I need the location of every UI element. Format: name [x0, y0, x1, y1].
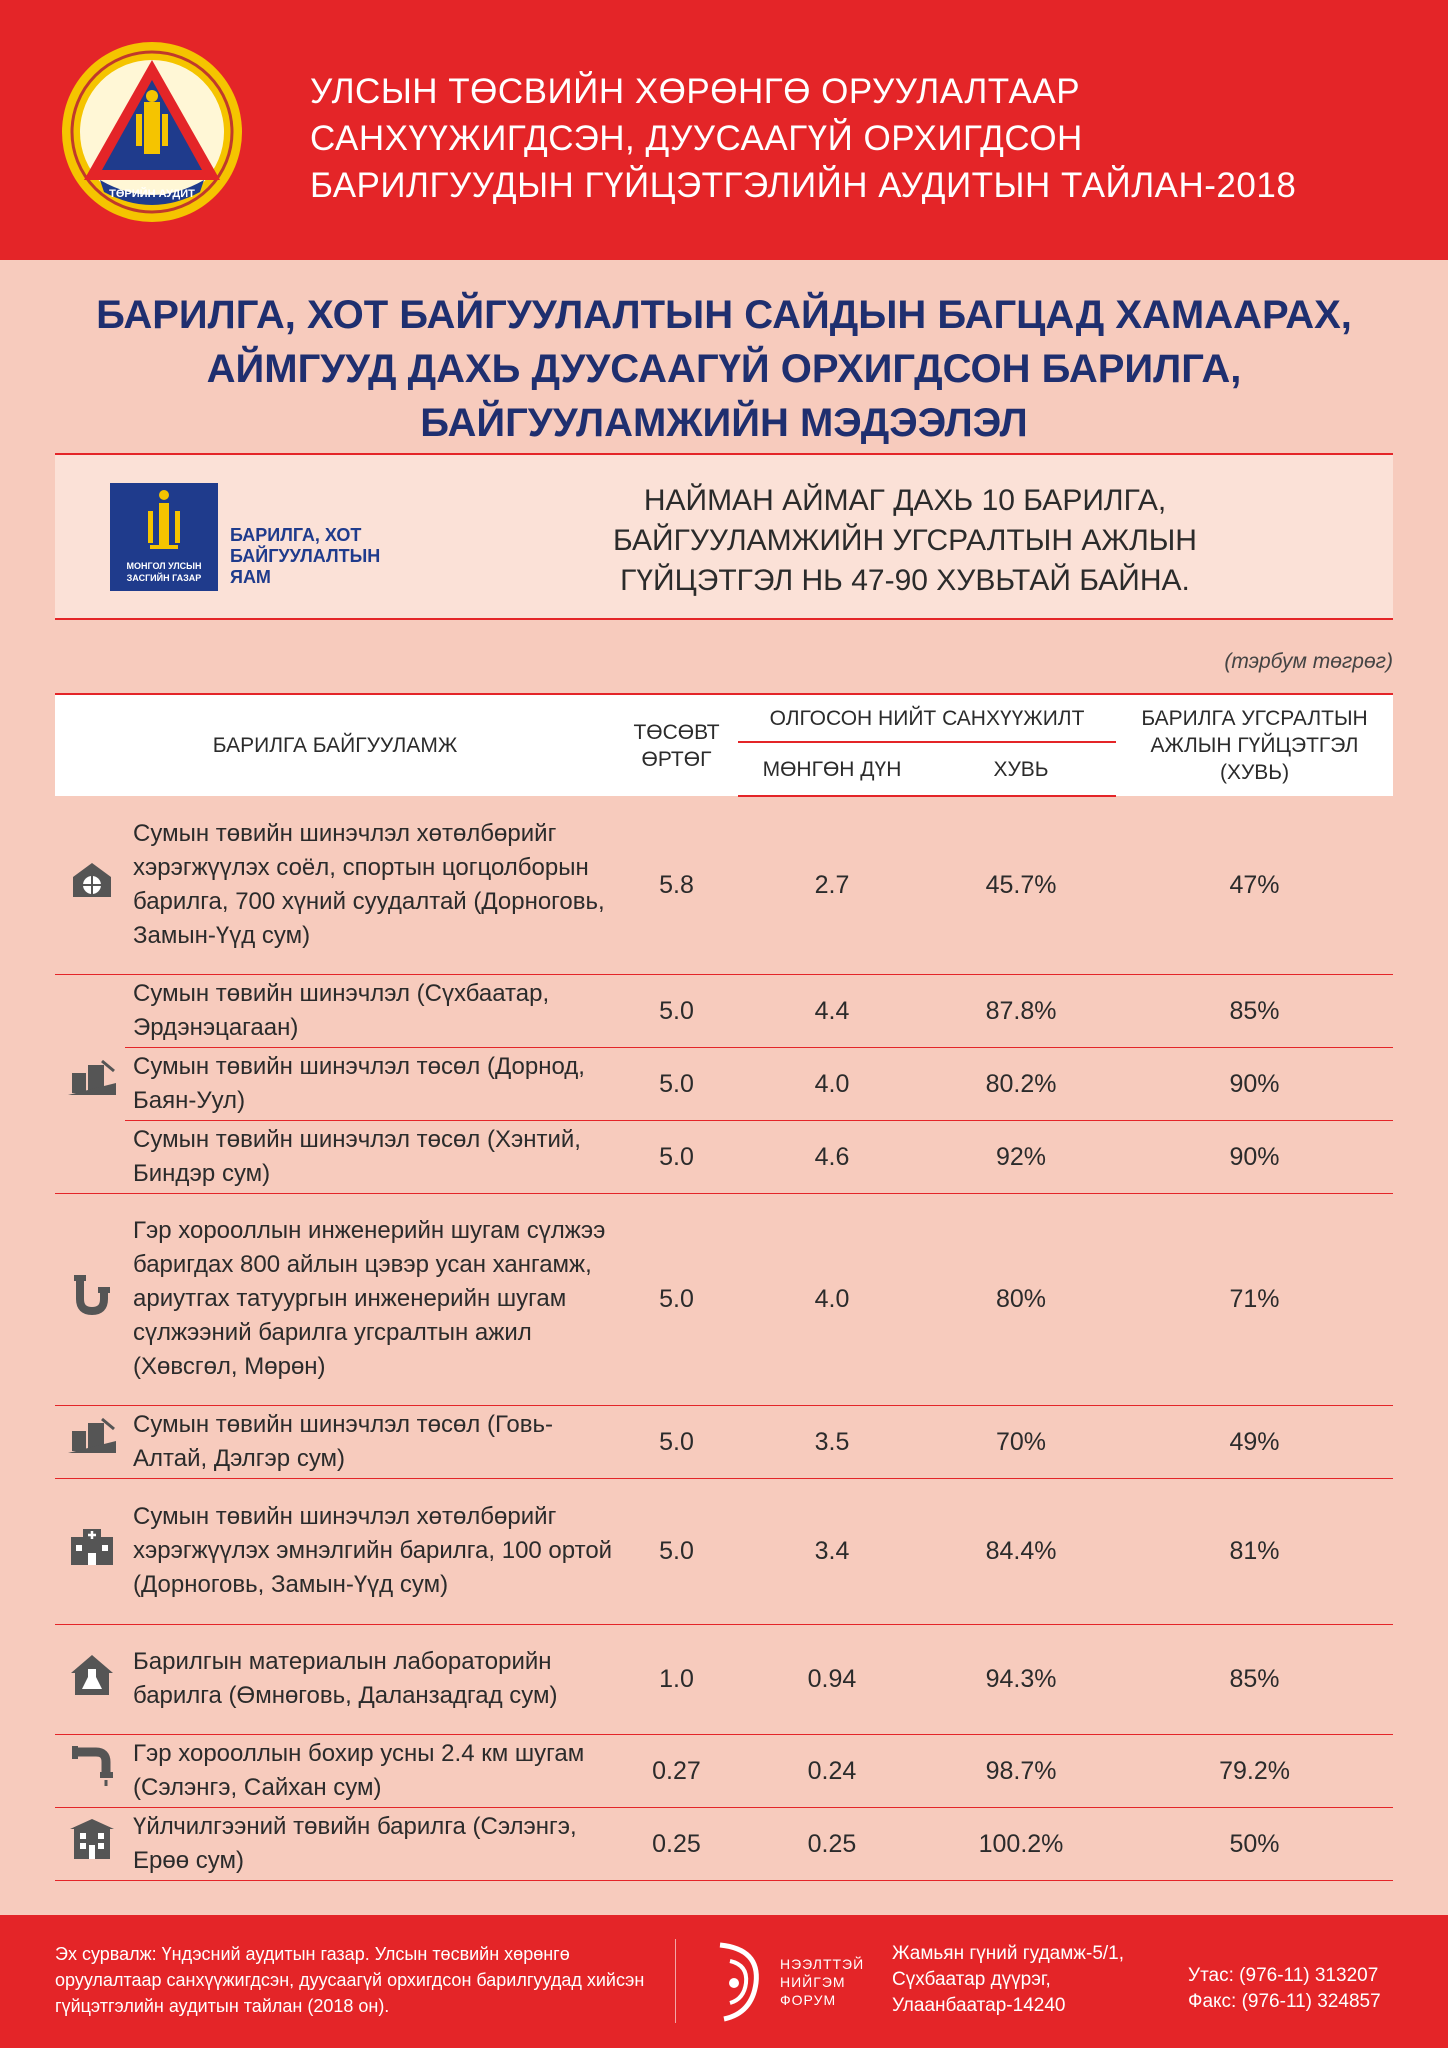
summary-text: [495, 481, 1315, 601]
progress-cell: 50%: [1116, 1807, 1393, 1880]
section-title-line: БАРИЛГА, ХОТ БАЙГУУЛАЛТЫН САЙДЫН БАГЦАД ХАМААРАХ,: [96, 293, 1352, 337]
progress-cell: 81%: [1116, 1478, 1393, 1624]
amount-cell: 0.25: [738, 1807, 926, 1880]
header-banner: [0, 0, 1448, 260]
progress-cell: 85%: [1116, 1624, 1393, 1734]
footer-divider: [675, 1939, 676, 2023]
building-name: Гэр хорооллын инженерийн шугам сүлжээ баригдах 800 айлын цэвэр усан хангамж, ариутгах татуургын инженерийн шугам сүлжээний барилга угсралтын ажил (Хөвсгөл, Мөрөн): [125, 1193, 615, 1405]
report-title-line: БАРИЛГУУДЫН ГҮЙЦЭТГЭЛИЙН АУДИТЫН ТАЙЛАН-2018: [310, 166, 1297, 205]
budget-cell: 0.25: [615, 1807, 738, 1880]
building-name: Сумын төвийн шинэчлэл хөтөлбөрийг хэрэгжүүлэх эмнэлгийн барилга, 100 ортой (Дорноговь, Замын-Үүд сум): [125, 1478, 615, 1624]
pipe-icon: [72, 1273, 112, 1317]
header-percent: ХУВЬ: [926, 742, 1116, 796]
budget-cell: 5.0: [615, 1047, 738, 1120]
building-name: Үйлчилгээний төвийн барилга (Сэлэнгэ, Ерөө сум): [125, 1807, 615, 1880]
building-name: Сумын төвийн шинэчлэл төсөл (Дорнод, Баян-Уул): [125, 1047, 615, 1120]
amount-cell: 0.24: [738, 1734, 926, 1807]
percent-cell: 87.8%: [926, 974, 1116, 1047]
building-name: Сумын төвийн шинэчлэл төсөл (Хэнтий, Биндэр сум): [125, 1120, 615, 1193]
building-name: Барилгын материалын лабораторийн барилга (Өмнөговь, Даланзадгад сум): [125, 1624, 615, 1734]
sports-complex-icon: [69, 857, 115, 903]
footer: [0, 1915, 1448, 2048]
forum-name: НЭЭЛТТЭЙ НИЙГЭМ ФОРУМ: [780, 1956, 865, 2008]
fax-number: Факс: (976-11) 324857: [1188, 1991, 1381, 2012]
open-society-forum-logo-icon: [710, 1939, 770, 2023]
table-row: [55, 1405, 1393, 1478]
percent-cell: 100.2%: [926, 1807, 1116, 1880]
ministry-emblem-icon: [110, 483, 218, 591]
progress-cell: 71%: [1116, 1193, 1393, 1405]
emblem-caption: ЗАСГИЙН ГАЗАР: [126, 573, 202, 583]
report-title-line: САНХҮҮЖИГДСЭН, ДУУСААГҮЙ ОРХИГДСОН: [310, 119, 1083, 158]
amount-cell: 4.4: [738, 974, 926, 1047]
budget-cell: 1.0: [615, 1624, 738, 1734]
header-building: БАРИЛГА БАЙГУУЛАМЖ: [55, 694, 615, 796]
header-funding: ОЛГОСОН НИЙТ САНХҮҮЖИЛТ: [738, 694, 1116, 742]
percent-cell: 84.4%: [926, 1478, 1116, 1624]
percent-cell: 70%: [926, 1405, 1116, 1478]
address: Жамьян гүний гудамж-5/1, Сүхбаатар дүүрэг, Улаанбаатар-14240: [892, 1943, 1125, 2016]
ministry-name: [230, 525, 430, 588]
amount-cell: 4.0: [738, 1047, 926, 1120]
table-row: [55, 1193, 1393, 1405]
amount-cell: 4.6: [738, 1120, 926, 1193]
summary-line: НАЙМАН АЙМАГ ДАХЬ 10 БАРИЛГА,: [643, 484, 1167, 517]
report-title-line: УЛСЫН ТӨСВИЙН ХӨРӨНГӨ ОРУУЛАЛТААР: [310, 72, 1081, 111]
building-name: Сумын төвийн шинэчлэл төсөл (Говь- Алтай, Дэлгэр сум): [125, 1405, 615, 1478]
section-title-line: АЙМГУУД ДАХЬ ДУУСААГҮЙ ОРХИГДСОН БАРИЛГА,: [206, 347, 1242, 391]
summary-line: БАЙГУУЛАМЖИЙН УГСРАЛТЫН АЖЛЫН: [613, 524, 1197, 557]
ministry-name-line: ЯАМ: [230, 567, 271, 587]
construction-site-icon: [66, 1417, 118, 1457]
seal-text: ТӨРИЙН АУДИТ: [109, 188, 195, 200]
budget-cell: 5.0: [615, 974, 738, 1047]
table-row: [55, 1624, 1393, 1734]
header-progress: БАРИЛГА УГСРАЛТЫН АЖЛЫН ГҮЙЦЭТГЭЛ (ХУВЬ): [1116, 694, 1393, 796]
building-name: Сумын төвийн шинэчлэл (Сүхбаатар, Эрдэнэцагаан): [125, 974, 615, 1047]
building-name: Сумын төвийн шинэчлэл хөтөлбөрийг хэрэгжүүлэх соёл, спортын цогцолборын барилга, 700 хүний суудалтай (Дорноговь, Замын-Үүд сум): [125, 796, 615, 974]
table-row: [55, 1120, 1393, 1193]
hospital-icon: [67, 1527, 117, 1567]
phone-number: Утас: (976-11) 313207: [1188, 1965, 1379, 1986]
contact-info: [1188, 1963, 1381, 2015]
construction-site-icon: [66, 1059, 118, 1099]
percent-cell: 45.7%: [926, 796, 1116, 974]
budget-cell: 5.0: [615, 1478, 738, 1624]
percent-cell: 94.3%: [926, 1624, 1116, 1734]
emblem-caption: МОНГОЛ УЛСЫН: [126, 561, 202, 571]
state-audit-seal-icon: [60, 40, 244, 224]
progress-cell: 90%: [1116, 1120, 1393, 1193]
budget-cell: 0.27: [615, 1734, 738, 1807]
budget-cell: 5.0: [615, 1193, 738, 1405]
budget-cell: 5.0: [615, 1120, 738, 1193]
table-row: [55, 1807, 1393, 1880]
table-row: [55, 796, 1393, 974]
progress-cell: 85%: [1116, 974, 1393, 1047]
service-center-icon: [68, 1817, 116, 1861]
amount-cell: 2.7: [738, 796, 926, 974]
amount-cell: 4.0: [738, 1193, 926, 1405]
percent-cell: 92%: [926, 1120, 1116, 1193]
ministry-name-line: БАЙГУУЛАЛТЫН: [230, 546, 381, 566]
amount-cell: 3.5: [738, 1405, 926, 1478]
source-note: Эх сурвалж: Үндэсний аудитын газар. Улсын төсвийн хөрөнгө оруулалтаар санхүүжигдсэн, дуусаагүй орхигдсон барилгуудад хийсэн гүйцэтгэлийн аудитын тайлан (2018 он).: [55, 1944, 645, 2016]
section-title-line: БАЙГУУЛАМЖИЙН МЭДЭЭЛЭЛ: [420, 401, 1028, 445]
ministry-name-line: БАРИЛГА, ХОТ: [230, 525, 362, 545]
budget-cell: 5.8: [615, 796, 738, 974]
progress-cell: 49%: [1116, 1405, 1393, 1478]
progress-cell: 79.2%: [1116, 1734, 1393, 1807]
percent-cell: 80.2%: [926, 1047, 1116, 1120]
table-row: [55, 974, 1393, 1047]
summary-box: [55, 453, 1393, 620]
laboratory-icon: [69, 1653, 115, 1697]
budget-cell: 5.0: [615, 1405, 738, 1478]
table-row: [55, 1734, 1393, 1807]
sewer-pipe-icon: [70, 1744, 114, 1788]
section-title: [0, 288, 1448, 450]
table-row: [55, 1478, 1393, 1624]
table-row: [55, 1047, 1393, 1120]
header-amount: МӨНГӨН ДҮН: [738, 742, 926, 796]
report-title: [310, 68, 1410, 209]
buildings-table: [55, 693, 1393, 1881]
building-name: Гэр хорооллын бохир усны 2.4 км шугам (Сэлэнгэ, Сайхан сум): [125, 1734, 615, 1807]
summary-line: ГҮЙЦЭТГЭЛ НЬ 47-90 ХУВЬТАЙ БАЙНА.: [620, 564, 1190, 597]
header-budget: ТӨСӨВТ ӨРТӨГ: [615, 694, 738, 796]
amount-cell: 3.4: [738, 1478, 926, 1624]
percent-cell: 80%: [926, 1193, 1116, 1405]
percent-cell: 98.7%: [926, 1734, 1116, 1807]
progress-cell: 47%: [1116, 796, 1393, 974]
unit-note: (тэрбум төгрөг): [1224, 650, 1393, 673]
progress-cell: 90%: [1116, 1047, 1393, 1120]
amount-cell: 0.94: [738, 1624, 926, 1734]
